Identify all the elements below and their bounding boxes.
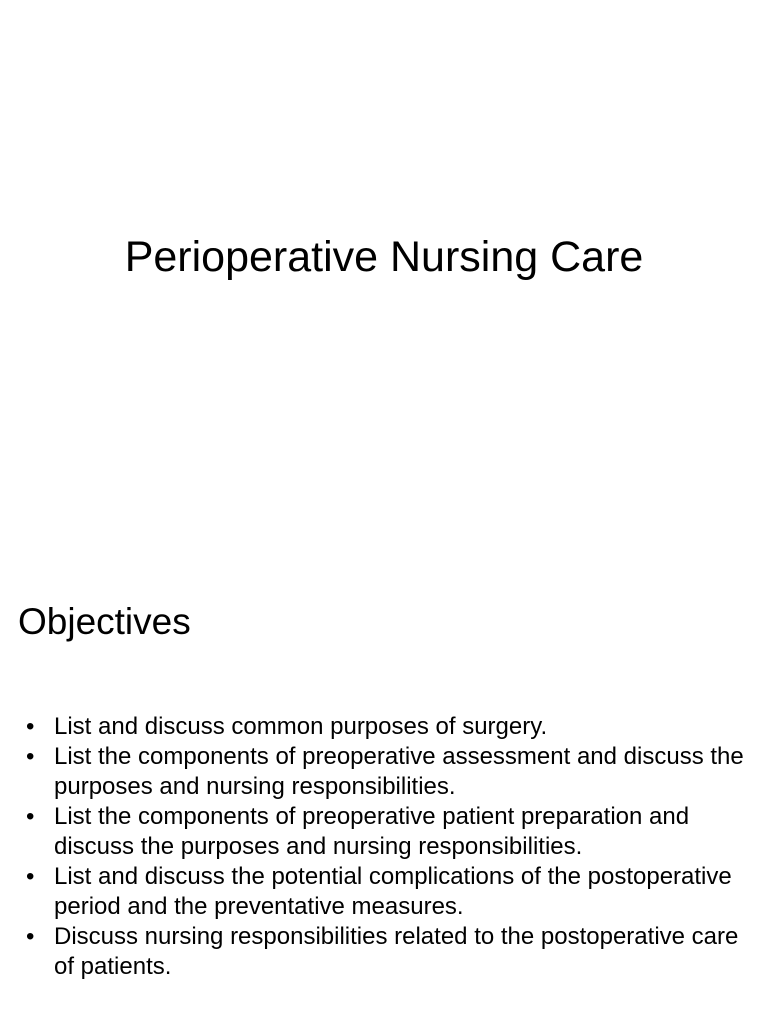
objectives-list: [26, 712, 756, 982]
list-item-text: List and discuss common purposes of surgery.: [54, 713, 548, 740]
list-item-text: List the components of preoperative patient preparation and discuss the purposes and nursing responsibilities.: [54, 803, 690, 860]
list-item-text: List the components of preoperative assessment and discuss the purposes and nursing responsibilities.: [54, 743, 744, 800]
list-item-text: Discuss nursing responsibilities related to the postoperative care of patients.: [54, 923, 739, 980]
bullet-icon: •: [26, 863, 35, 890]
list-item-text: List and discuss the potential complications of the postoperative period and the preventative measures.: [54, 863, 732, 920]
objectives-heading: Objectives: [18, 601, 191, 642]
bullet-icon: •: [26, 713, 35, 740]
bullet-icon: •: [26, 743, 35, 770]
bullet-icon: •: [26, 923, 35, 950]
objectives-slide: [0, 512, 768, 1024]
list-item: [26, 712, 756, 742]
list-item: [26, 922, 756, 982]
list-item: [26, 862, 756, 922]
list-item: [26, 742, 756, 802]
presentation-title: Perioperative Nursing Care: [124, 233, 644, 281]
bullet-icon: •: [26, 803, 35, 830]
list-item: [26, 802, 756, 862]
